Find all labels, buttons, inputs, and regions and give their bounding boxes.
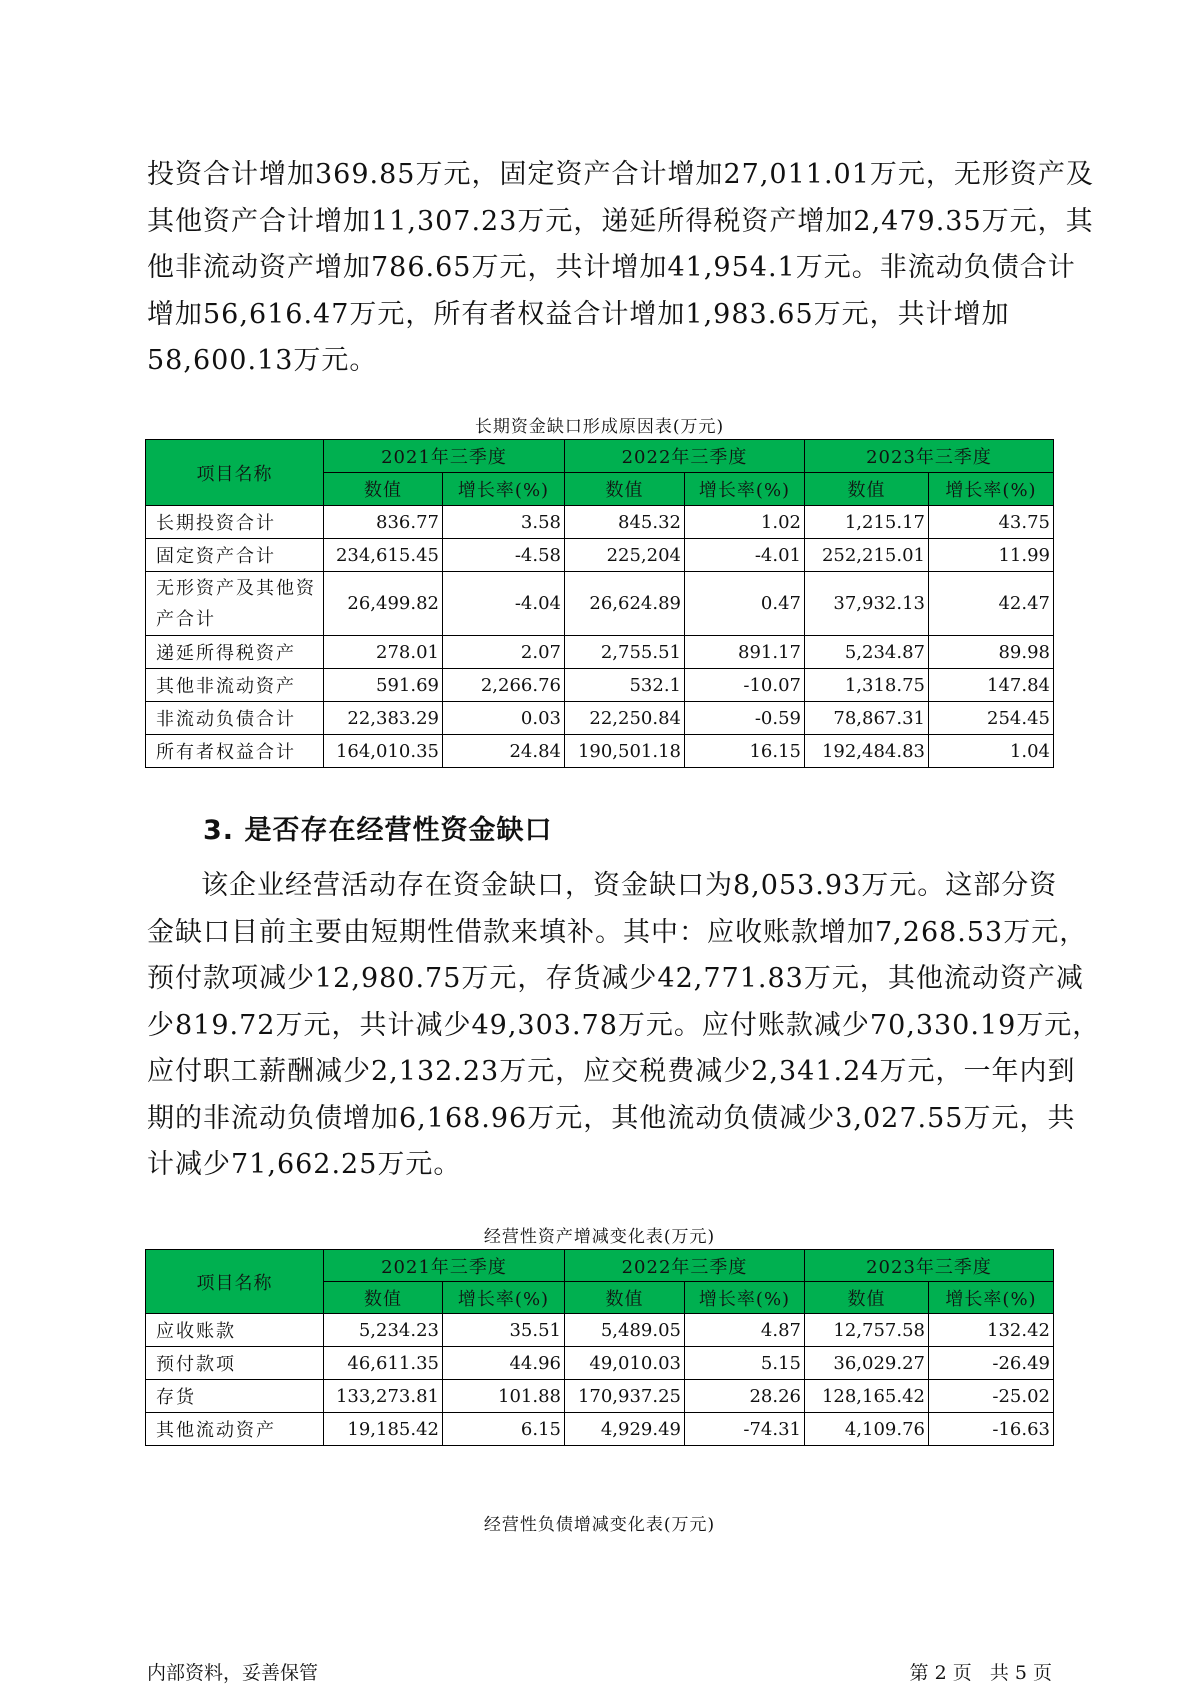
row-name: 长期投资合计 [146,506,324,539]
cell: 5,489.05 [565,1314,685,1347]
cell: 35.51 [443,1314,565,1347]
cell: 12,757.58 [805,1314,929,1347]
cell: 1,318.75 [805,669,929,702]
cell: 170,937.25 [565,1380,685,1413]
body-line: 该企业经营活动存在资金缺口，资金缺口为8,053.93万元。这部分资 [201,870,1058,901]
cell: 2.07 [443,636,565,669]
section-title: 3. 是否存在经营性资金缺口 [203,815,553,846]
cell: -26.49 [929,1347,1054,1380]
cell: 37,932.13 [805,572,929,636]
cell: 4,929.49 [565,1413,685,1446]
body-line: 金缺口目前主要由短期性借款来填补。其中：应收账款增加7,268.53万元， [147,916,1088,948]
cell: 836.77 [324,506,443,539]
cell: 133,273.81 [324,1380,443,1413]
intro-line: 增加56,616.47万元，所有者权益合计增加1,983.65万元，共计增加 [147,298,1010,330]
row-name: 其他流动资产 [146,1413,324,1446]
cell: 845.32 [565,506,685,539]
value-header: 数值 [805,1282,929,1314]
intro-line: 他非流动资产增加786.65万元，共计增加41,954.1万元。非流动负债合计 [147,252,1076,283]
period-header: 2021年三季度 [324,1250,565,1282]
cell: 2,755.51 [565,636,685,669]
cell: 26,499.82 [324,572,443,636]
intro-paragraph [147,152,1094,385]
row-name: 所有者权益合计 [146,735,324,768]
cell: 252,215.01 [805,539,929,572]
table2-caption: 经营性资产增减变化表(万元) [483,1227,716,1247]
cell: -4.58 [443,539,565,572]
cell: 3.58 [443,506,565,539]
value-header: 数值 [324,473,443,506]
row-name: 无形资产及其他资产合计 [146,572,324,636]
cell: 42.47 [929,572,1054,636]
cell: -25.02 [929,1380,1054,1413]
cell: 128,165.42 [805,1380,929,1413]
cell: 2,266.76 [443,669,565,702]
growth-header: 增长率(%) [929,473,1054,506]
item-name-header: 项目名称 [146,1250,324,1314]
row-name: 预付款项 [146,1347,324,1380]
cell: 192,484.83 [805,735,929,768]
intro-line: 其他资产合计增加11,307.23万元，递延所得税资产增加2,479.35万元，其 [147,205,1094,237]
body-line: 计减少71,662.25万元。 [147,1149,462,1180]
cell: -4.04 [443,572,565,636]
cell: 49,010.03 [565,1347,685,1380]
body-line: 预付款项减少12,980.75万元，存货减少42,771.83万元，其他流动资产减 [147,963,1084,994]
cell: 26,624.89 [565,572,685,636]
period-header: 2022年三季度 [565,440,805,473]
row-name: 其他非流动资产 [146,669,324,702]
cell: 1,215.17 [805,506,929,539]
item-name-header: 项目名称 [146,440,324,506]
cell: 234,615.45 [324,539,443,572]
table-row [146,1314,1054,1347]
cell: 22,383.29 [324,702,443,735]
cell: 24.84 [443,735,565,768]
value-header: 数值 [324,1282,443,1314]
table-row [146,572,1054,636]
cell: 43.75 [929,506,1054,539]
row-name: 固定资产合计 [146,539,324,572]
table-row [146,1413,1054,1446]
cell: 532.1 [565,669,685,702]
growth-header: 增长率(%) [443,473,565,506]
cell: 36,029.27 [805,1347,929,1380]
body-line: 期的非流动负债增加6,168.96万元，其他流动负债减少3,027.55万元，共 [147,1102,1076,1134]
long-term-gap-table [145,439,1054,768]
table3-caption: 经营性负债增减变化表(万元) [483,1515,716,1535]
cell: 5,234.23 [324,1314,443,1347]
period-header: 2023年三季度 [805,1250,1054,1282]
body-line: 少819.72万元，共计减少49,303.78万元。应付账款减少70,330.19万元， [147,1009,1101,1041]
growth-header: 增长率(%) [443,1282,565,1314]
row-name: 应收账款 [146,1314,324,1347]
growth-header: 增长率(%) [685,1282,805,1314]
cell: 278.01 [324,636,443,669]
period-header: 2023年三季度 [805,440,1054,473]
footer-confidential-note: 内部资料，妥善保管 [147,1662,319,1684]
cell: 44.96 [443,1347,565,1380]
footer-page-number: 第 2 页 共 5 页 [909,1662,1052,1684]
period-header: 2022年三季度 [565,1250,805,1282]
row-name: 存货 [146,1380,324,1413]
table-row [146,1347,1054,1380]
cell: 147.84 [929,669,1054,702]
table-row [146,636,1054,669]
value-header: 数值 [805,473,929,506]
intro-line: 投资合计增加369.85万元，固定资产合计增加27,011.01万元，无形资产及 [147,159,1094,190]
cell: 89.98 [929,636,1054,669]
table-row [146,1380,1054,1413]
value-header: 数值 [565,1282,685,1314]
cell: 19,185.42 [324,1413,443,1446]
row-name: 递延所得税资产 [146,636,324,669]
period-header: 2021年三季度 [324,440,565,473]
operating-assets-table [145,1249,1054,1446]
cell: 1.02 [685,506,805,539]
cell: 5,234.87 [805,636,929,669]
body-line: 应付职工薪酬减少2,132.23万元，应交税费减少2,341.24万元，一年内到 [147,1056,1076,1087]
cell: 46,611.35 [324,1347,443,1380]
table-row [146,506,1054,539]
cell: 225,204 [565,539,685,572]
cell: 254.45 [929,702,1054,735]
cell: 5.15 [685,1347,805,1380]
row-name: 非流动负债合计 [146,702,324,735]
cell: 1.04 [929,735,1054,768]
cell: 0.47 [685,572,805,636]
value-header: 数值 [565,473,685,506]
cell: 0.03 [443,702,565,735]
cell: 891.17 [685,636,805,669]
table-row [146,702,1054,735]
cell: 16.15 [685,735,805,768]
table-row [146,539,1054,572]
growth-header: 增长率(%) [929,1282,1054,1314]
cell: -0.59 [685,702,805,735]
cell: -4.01 [685,539,805,572]
cell: 4,109.76 [805,1413,929,1446]
cell: 101.88 [443,1380,565,1413]
cell: 190,501.18 [565,735,685,768]
cell: 28.26 [685,1380,805,1413]
cell: -74.31 [685,1413,805,1446]
table1-caption: 长期资金缺口形成原因表(万元) [474,417,725,437]
cell: 132.42 [929,1314,1054,1347]
cell: -16.63 [929,1413,1054,1446]
cell: 4.87 [685,1314,805,1347]
cell: 6.15 [443,1413,565,1446]
cell: 164,010.35 [324,735,443,768]
cell: 78,867.31 [805,702,929,735]
table-row [146,735,1054,768]
growth-header: 增长率(%) [685,473,805,506]
body-paragraph [147,863,1101,1189]
cell: -10.07 [685,669,805,702]
intro-line: 58,600.13万元。 [147,345,378,376]
table-row [146,669,1054,702]
cell: 22,250.84 [565,702,685,735]
cell: 591.69 [324,669,443,702]
cell: 11.99 [929,539,1054,572]
